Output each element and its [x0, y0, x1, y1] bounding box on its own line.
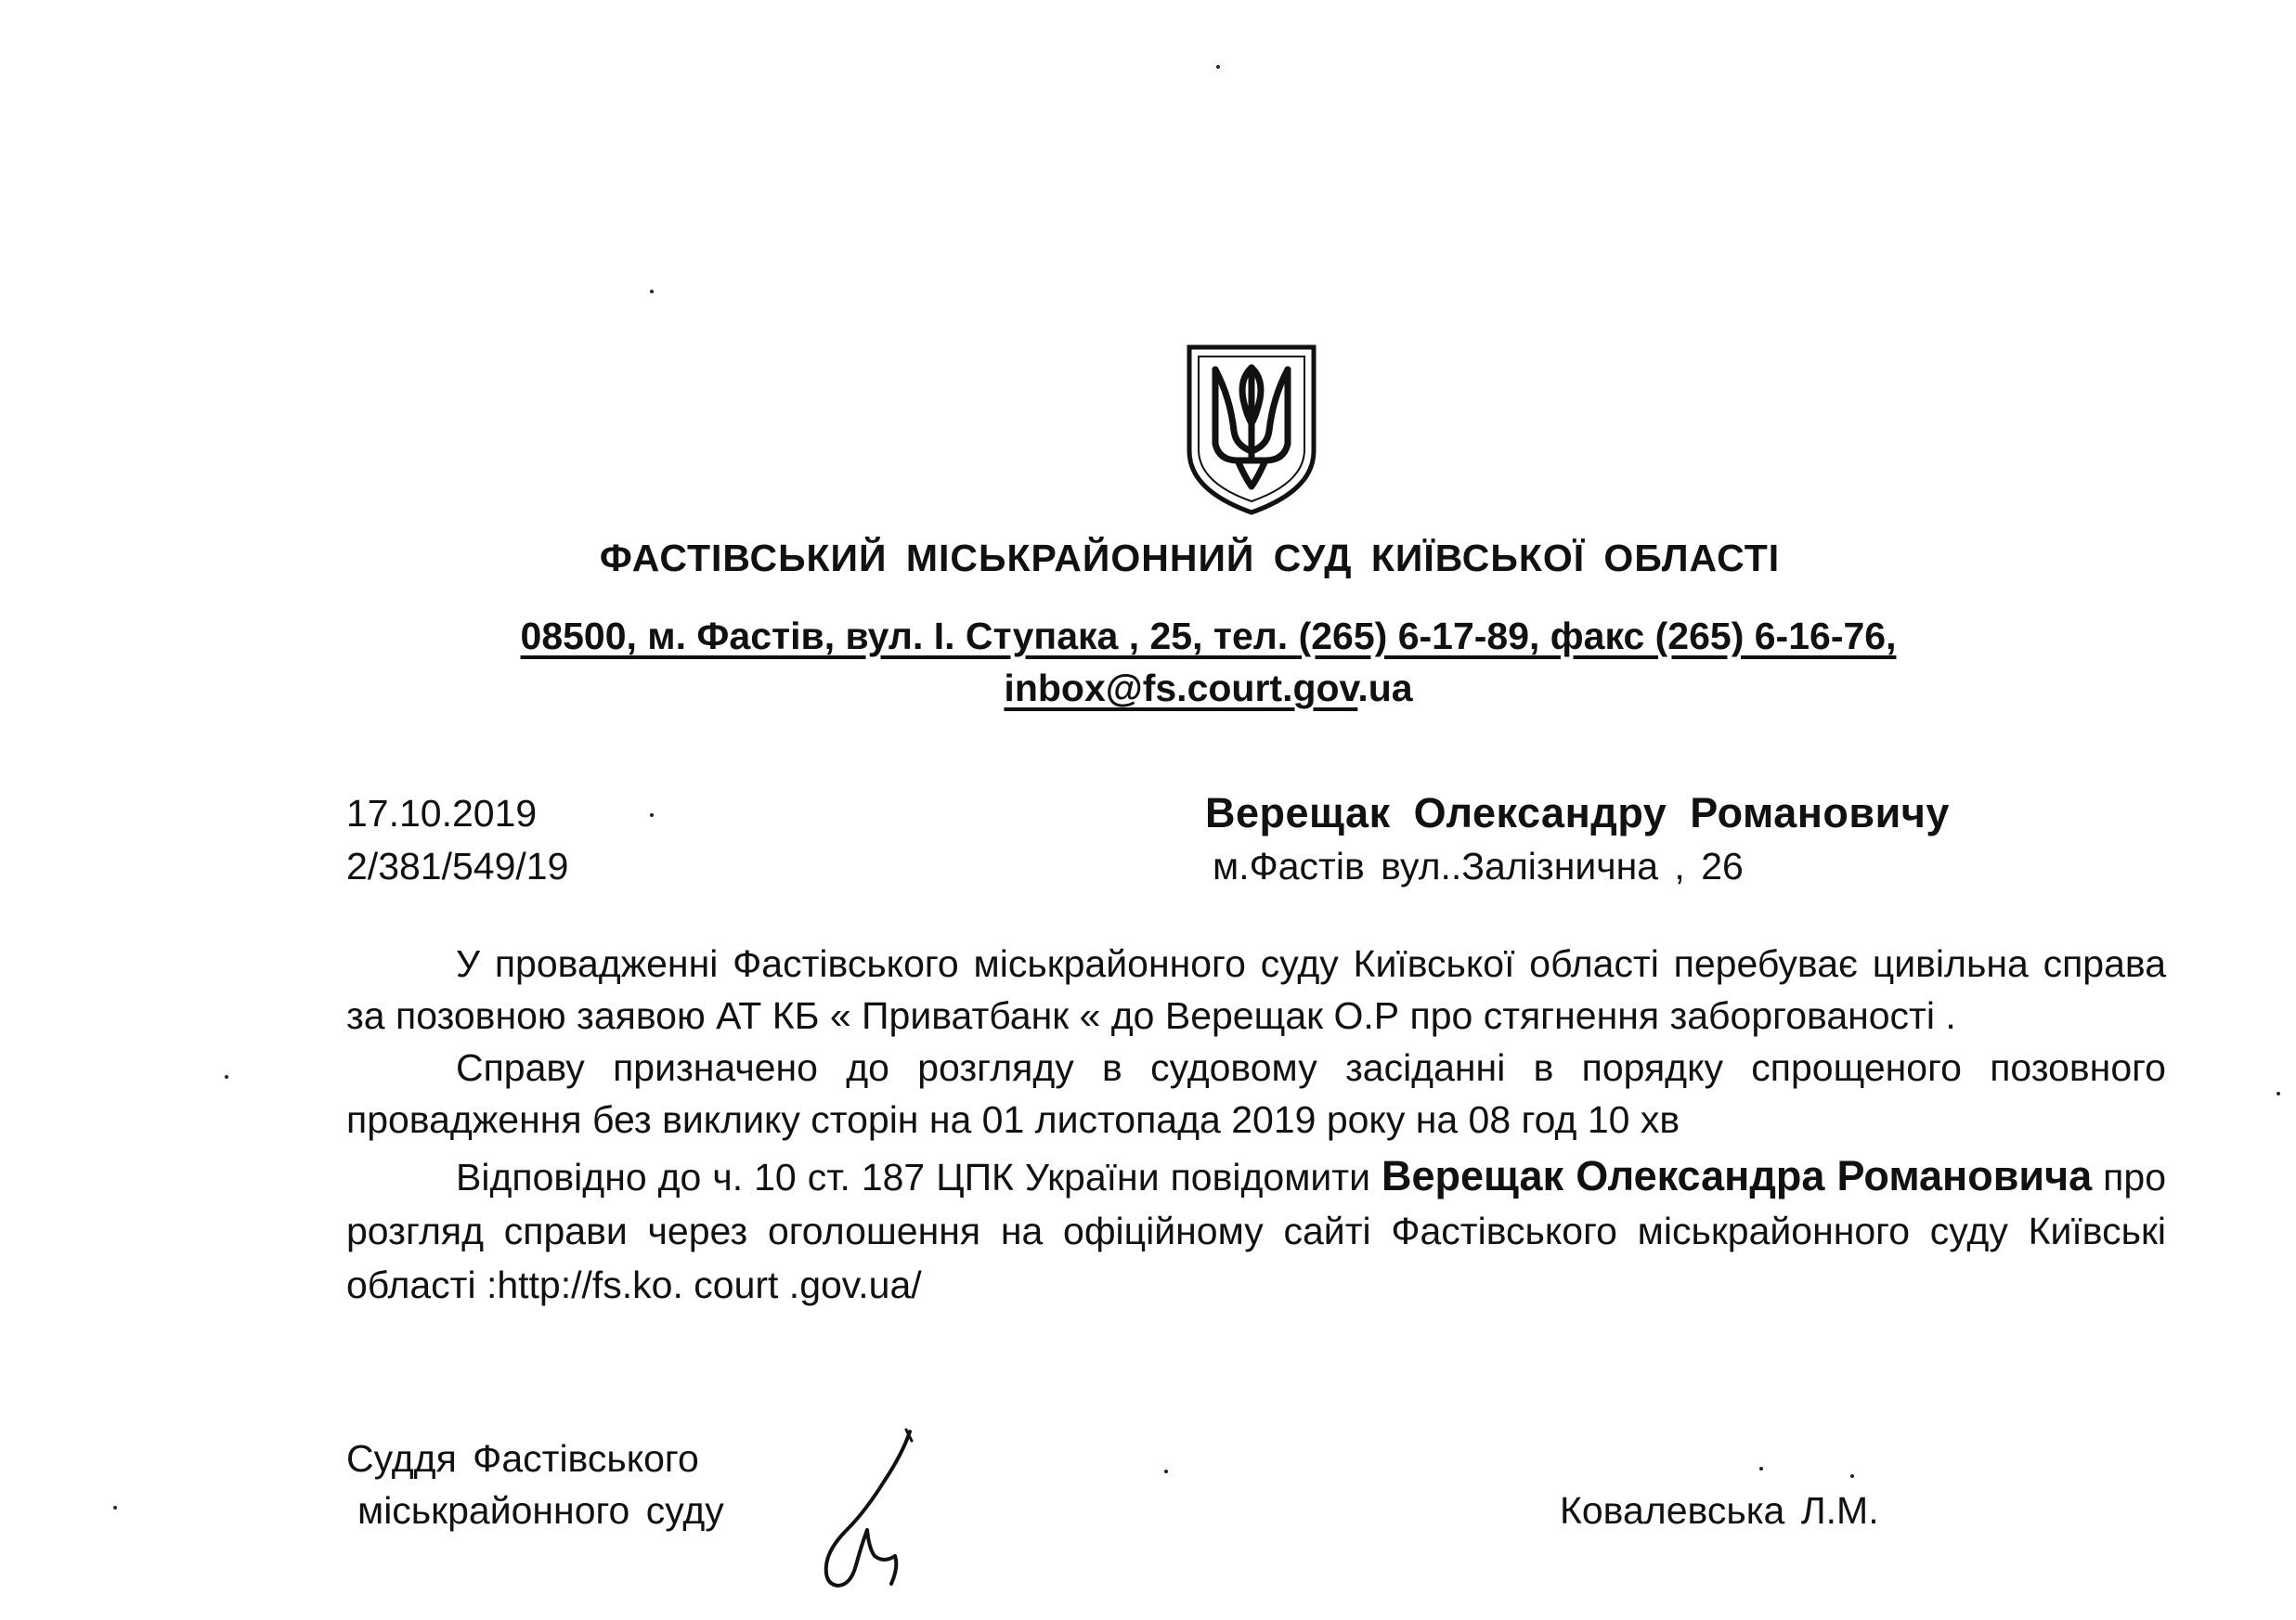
coat-of-arms-emblem [1182, 342, 1321, 516]
signature-label-line-1: Суддя Фастівського [346, 1437, 699, 1480]
signature-label-line-2: міськрайонного суду [357, 1489, 724, 1532]
scan-speck [1164, 1470, 1168, 1473]
scan-speck [650, 813, 654, 817]
scan-speck [225, 1075, 228, 1079]
letter-body [346, 938, 2166, 1312]
scan-speck [2277, 1092, 2280, 1095]
court-email [0, 667, 2296, 710]
judge-name: Ковалевська Л.М. [1560, 1489, 1879, 1532]
recipient-name: Верещак Олександру Романовичу [1205, 789, 1950, 836]
court-email-link[interactable]: inbox@fs.court.gov [1004, 667, 1358, 709]
handwritten-signature [810, 1426, 930, 1593]
case-number: 2/381/549/19 [346, 845, 569, 888]
body-paragraph-3 [346, 1149, 2166, 1312]
court-name-heading: ФАСТІВСЬКИЙ МІСЬКРАЙОННИЙ СУД КИЇВСЬКОЇ ОБЛАСТІ [599, 537, 1781, 579]
scan-speck [1216, 65, 1220, 69]
recipient-address: м.Фастів вул..Залізнична , 26 [1213, 845, 1744, 888]
document-date: 17.10.2019 [346, 792, 538, 835]
court-email-suffix: .ua [1357, 667, 1413, 709]
scan-speck [113, 1506, 117, 1510]
body-paragraph-3-suffix: про розгляд справи через оголошення на офіційному сайті Фастівського міськрайонного суду Київські області :http://fs.ko. court .gov.ua/ [346, 1156, 2166, 1306]
body-paragraph-3-defendant: Верещак Олександра Романовича [1381, 1152, 2093, 1199]
scan-speck [650, 290, 654, 293]
body-paragraph-1: У провадженні Фастівського міськрайонного суду Київської області перебуває цивільна справа за позовною заявою АТ КБ « Приватбанк « до Верещак О.Р про стягнення заборгованості . [346, 942, 2166, 1037]
scan-speck [1850, 1474, 1854, 1478]
court-address: 08500, м. Фастів, вул. І. Ступака , 25, тел. (265) 6-17-89, факс (265) 6-16-76, [520, 615, 1897, 657]
body-paragraph-3-prefix: Відповідно до ч. 10 ст. 187 ЦПК України повідомити [456, 1156, 1381, 1199]
scan-speck [1759, 1467, 1763, 1471]
body-paragraph-2: Справу призначено до розгляду в судовому засіданні в порядку спрощеного позовного провадження без виклику сторін на 01 листопада 2019 року на 08 год 10 хв [346, 1046, 2166, 1141]
